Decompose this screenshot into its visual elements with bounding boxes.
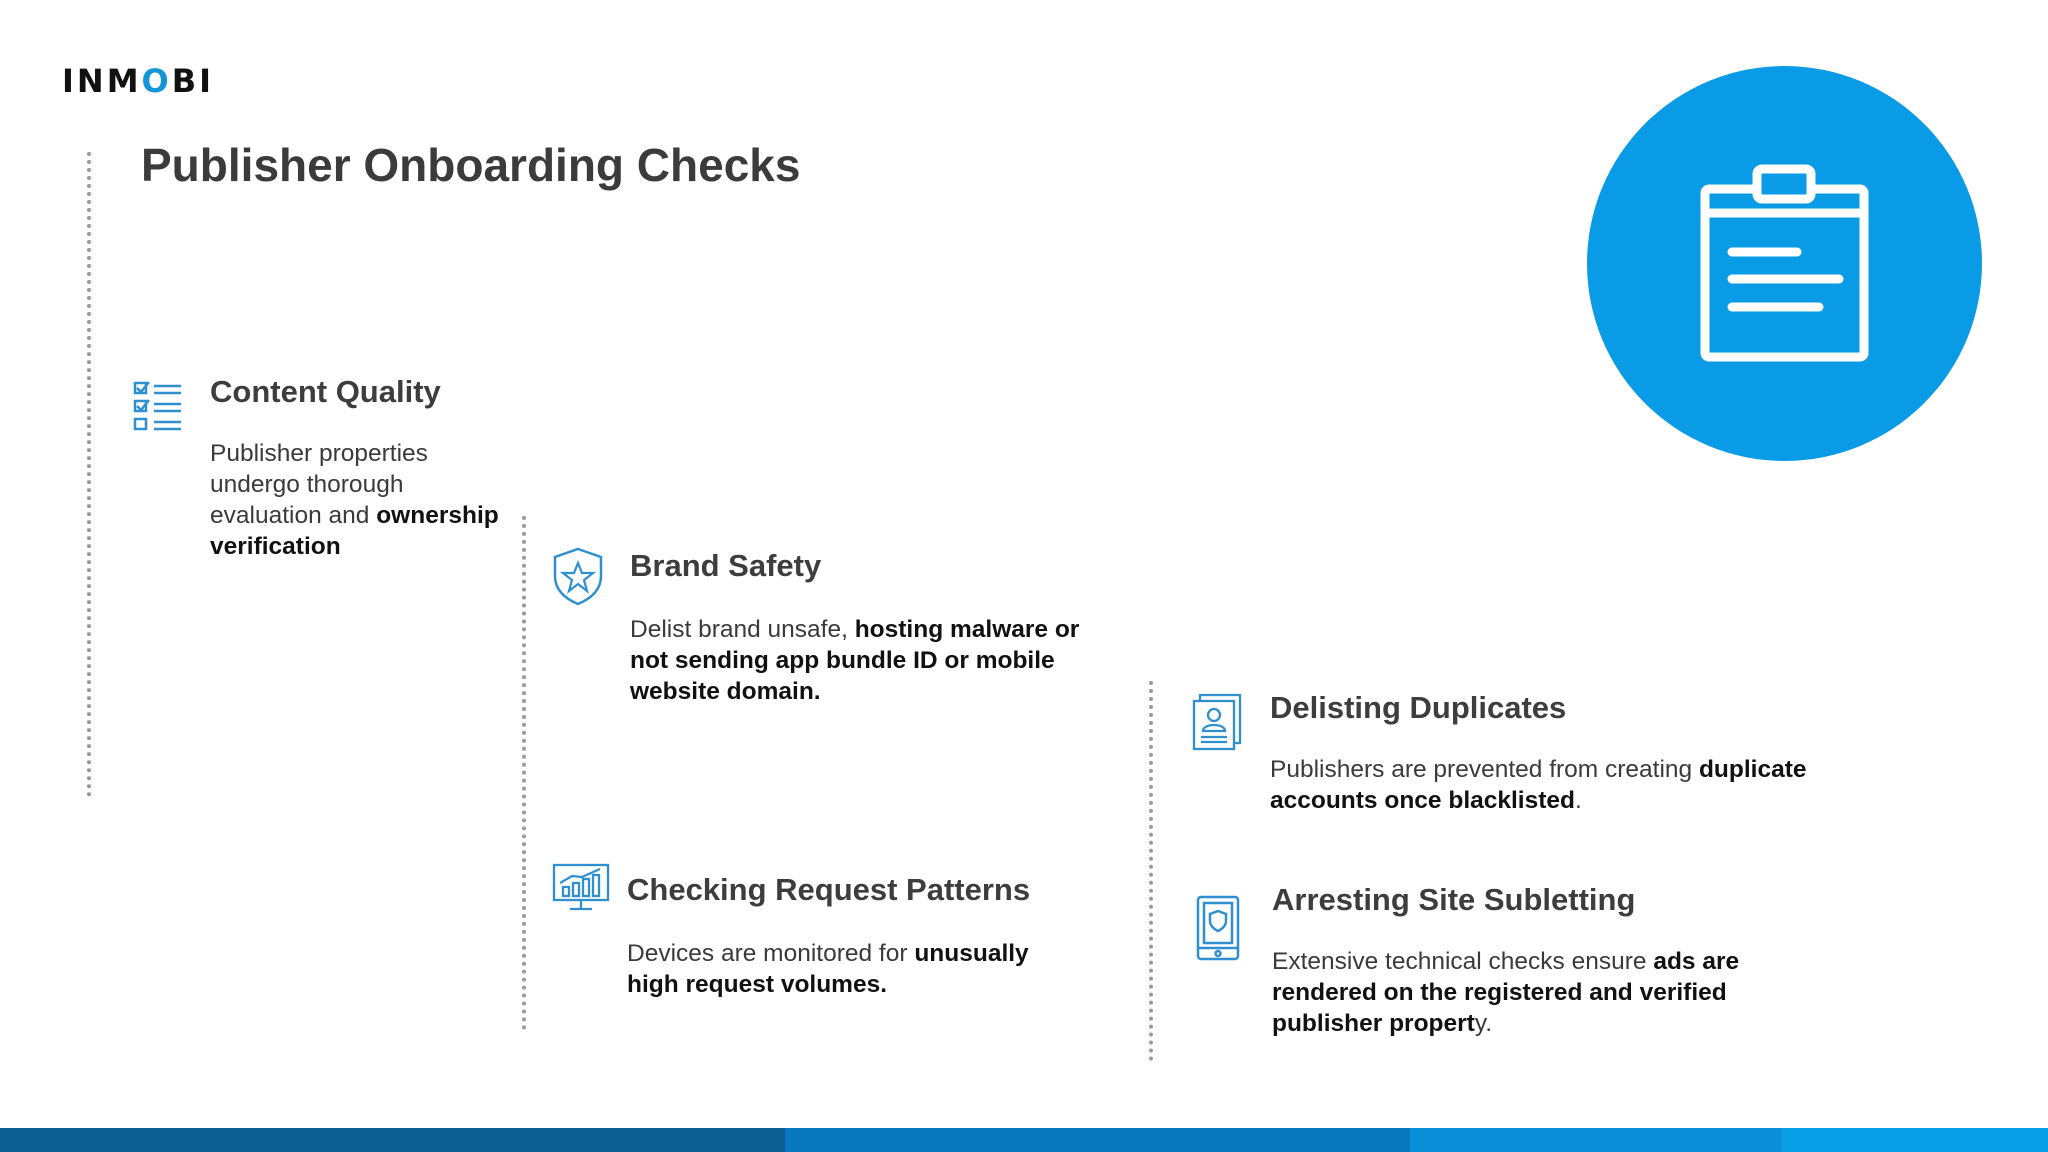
footer-bar-segment-4 — [1782, 1128, 2048, 1152]
hero-clipboard-circle — [1587, 66, 1982, 461]
site-subletting-description: Extensive technical checks ensure ads are rendered on the registered and verified publisher property. — [1272, 948, 1740, 1037]
divider-line-middle — [522, 516, 526, 1030]
site-subletting-title: Arresting Site Subletting — [1272, 882, 1636, 917]
divider-line-right — [1149, 681, 1153, 1061]
monitor-chart-icon — [552, 863, 610, 913]
checklist-icon — [132, 380, 184, 434]
delisting-duplicates-title: Delisting Duplicates — [1270, 690, 1567, 725]
footer-bar-segment-2 — [785, 1128, 1410, 1152]
brand-safety-description: Delist brand unsafe, hosting malware or not sending app bundle ID or mobile website domain. — [630, 616, 1080, 705]
inmobi-logo: INMOBI — [62, 62, 215, 100]
footer-bar-segment-3 — [1410, 1128, 1782, 1152]
shield-star-icon — [551, 546, 605, 606]
delisting-duplicates-description: Publishers are prevented from creating duplicate accounts once blacklisted. — [1270, 756, 1807, 814]
phone-shield-icon — [1195, 894, 1241, 962]
page-title: Publisher Onboarding Checks — [141, 139, 801, 191]
request-patterns-title: Checking Request Patterns — [627, 872, 1031, 907]
clipboard-icon — [1587, 66, 1982, 461]
profile-documents-icon — [1191, 693, 1243, 751]
footer-bar-segment-1 — [0, 1128, 785, 1152]
content-quality-description: Publisher properties undergo thorough evaluation and ownership verification — [210, 440, 499, 560]
content-quality-title: Content Quality — [210, 374, 441, 409]
brand-safety-title: Brand Safety — [630, 548, 822, 583]
divider-line-left — [87, 152, 91, 797]
request-patterns-description: Devices are monitored for unusually high request volumes. — [627, 940, 1029, 998]
